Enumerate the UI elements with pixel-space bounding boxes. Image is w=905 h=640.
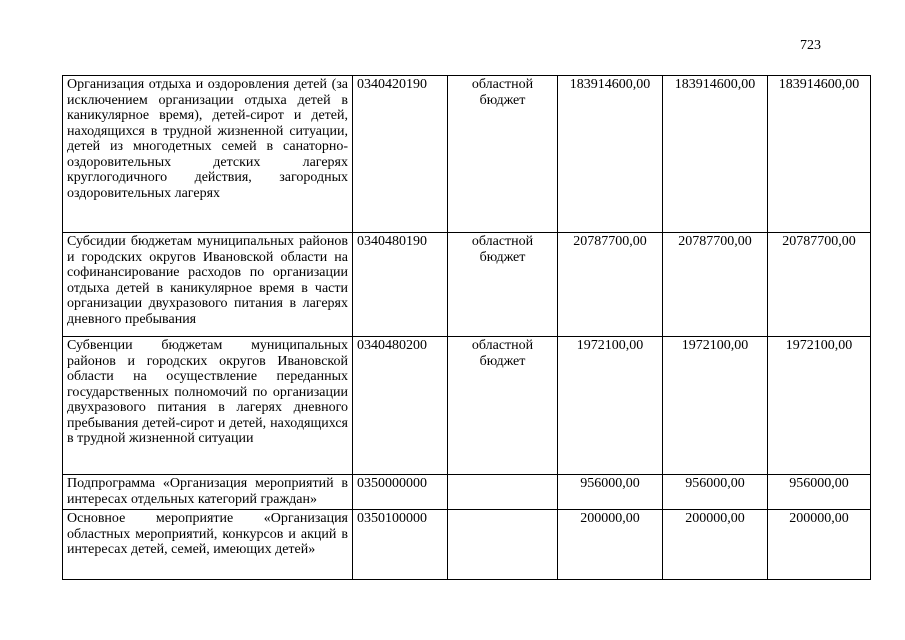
page-number: 723 [800, 38, 821, 53]
row-code-cell: 0340480190 [353, 233, 448, 337]
row-amount-1-cell: 956000,00 [558, 475, 663, 510]
row-amount-1-cell: 200000,00 [558, 510, 663, 580]
table-row [63, 76, 871, 233]
row-amount-3-cell: 956000,00 [768, 475, 871, 510]
row-source-cell: областной бюджет [448, 233, 558, 337]
row-amount-2-cell: 200000,00 [663, 510, 768, 580]
row-amount-3-cell: 1972100,00 [768, 337, 871, 475]
table-row [63, 510, 871, 580]
table-row [63, 233, 871, 337]
budget-table [62, 75, 871, 580]
row-source-cell [448, 475, 558, 510]
row-amount-1-cell: 20787700,00 [558, 233, 663, 337]
row-code-cell: 0350100000 [353, 510, 448, 580]
row-amount-2-cell: 20787700,00 [663, 233, 768, 337]
row-amount-3-cell: 200000,00 [768, 510, 871, 580]
row-amount-3-cell: 183914600,00 [768, 76, 871, 233]
table-row [63, 337, 871, 475]
row-amount-3-cell: 20787700,00 [768, 233, 871, 337]
row-code-cell: 0340480200 [353, 337, 448, 475]
row-amount-1-cell: 183914600,00 [558, 76, 663, 233]
row-code-cell: 0340420190 [353, 76, 448, 233]
row-source-cell: областной бюджет [448, 337, 558, 475]
table-row [63, 475, 871, 510]
row-amount-2-cell: 183914600,00 [663, 76, 768, 233]
row-name-cell: Организация отдыха и оздоровления детей (за исключением организации отдыха детей в каникулярное время), детей-сирот и детей, находящихся в трудной жизненной ситуации, детей из многодетных семей в санаторно-оздоровительных детских лагерях круглогодичного действия, загородных оздоровительных лагерях [63, 76, 353, 233]
row-amount-1-cell: 1972100,00 [558, 337, 663, 475]
row-name-cell: Субвенции бюджетам муниципальных районов и городских округов Ивановской области на осуществление переданных государственных полномочий по организации двухразового питания в лагерях дневного пребывания детей-сирот и детей, находящихся в трудной жизненной ситуации [63, 337, 353, 475]
row-name-cell: Субсидии бюджетам муниципальных районов и городских округов Ивановской области на софинансирование расходов по организации отдыха детей в каникулярное время в части организации двухразового питания в лагерях дневного пребывания [63, 233, 353, 337]
row-code-cell: 0350000000 [353, 475, 448, 510]
row-source-cell: областной бюджет [448, 76, 558, 233]
row-name-cell: Основное мероприятие «Организация областных мероприятий, конкурсов и акций в интересах детей, семей, имеющих детей» [63, 510, 353, 580]
row-amount-2-cell: 956000,00 [663, 475, 768, 510]
row-amount-2-cell: 1972100,00 [663, 337, 768, 475]
row-name-cell: Подпрограмма «Организация мероприятий в интересах отдельных категорий граждан» [63, 475, 353, 510]
row-source-cell [448, 510, 558, 580]
